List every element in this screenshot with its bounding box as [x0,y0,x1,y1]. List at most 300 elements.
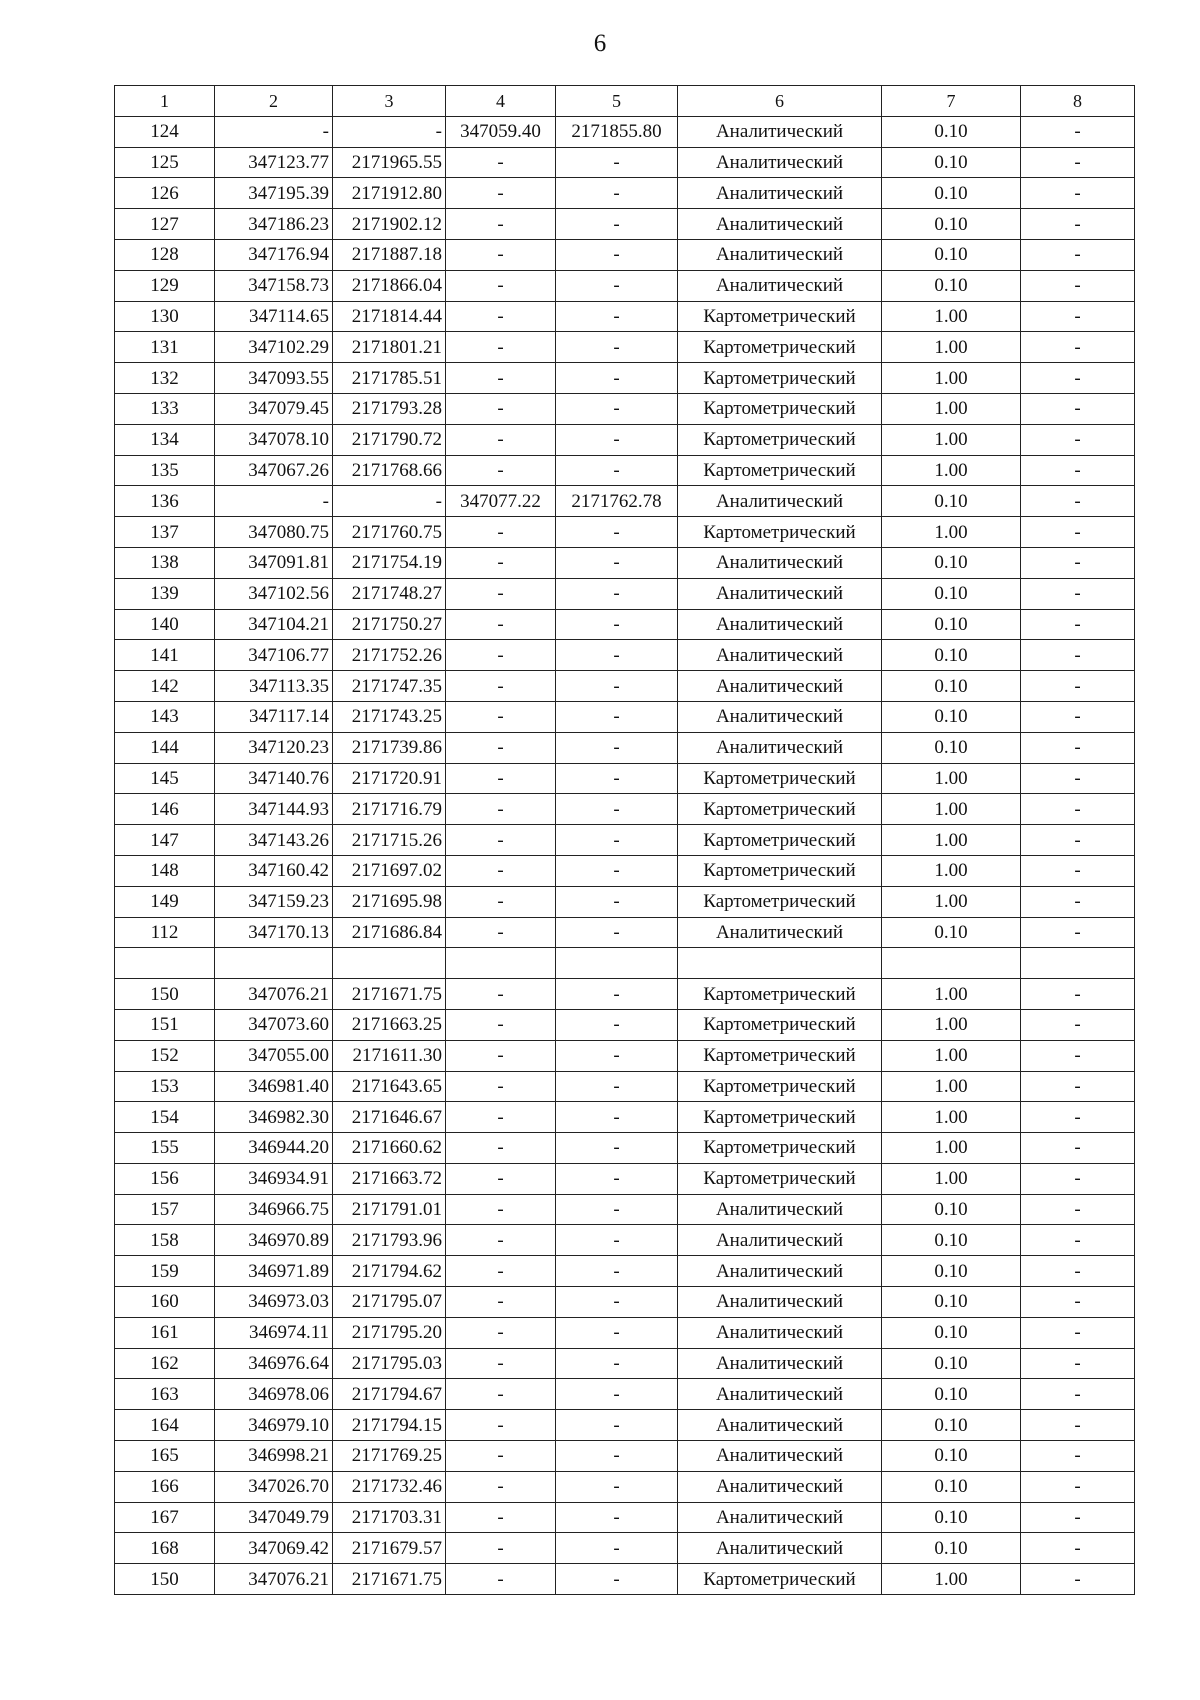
x-coordinate-cell: 347104.21 [215,609,333,640]
accuracy-cell: 0.10 [882,1225,1021,1256]
y-coordinate-cell: 2171785.51 [333,363,446,394]
y-alt-cell: - [556,1256,678,1287]
note-cell: - [1021,979,1135,1010]
x-coordinate-cell: 347026.70 [215,1471,333,1502]
table-row [115,393,1135,424]
header-cell: 2 [215,86,333,117]
table-row [115,270,1135,301]
header-cell: 7 [882,86,1021,117]
y-coordinate-cell: 2171790.72 [333,424,446,455]
y-coordinate-cell: - [333,486,446,517]
accuracy-cell: 0.10 [882,239,1021,270]
point-number-cell: 156 [115,1163,215,1194]
accuracy-cell: 1.00 [882,1009,1021,1040]
x-coordinate-cell: 347140.76 [215,763,333,794]
y-alt-cell: - [556,1133,678,1164]
table-row [115,1009,1135,1040]
x-coordinate-cell: 346966.75 [215,1194,333,1225]
accuracy-cell: 1.00 [882,424,1021,455]
note-cell: - [1021,332,1135,363]
point-number-cell: 147 [115,825,215,856]
table-row [115,301,1135,332]
x-alt-cell: - [446,1502,556,1533]
table-row [115,178,1135,209]
table-body [115,116,1135,1594]
x-coordinate-cell: - [215,116,333,147]
x-alt-cell: - [446,1317,556,1348]
y-alt-cell: - [556,363,678,394]
x-coordinate-cell: 347055.00 [215,1040,333,1071]
y-alt-cell: - [556,1009,678,1040]
note-cell: - [1021,701,1135,732]
y-coordinate-cell: 2171965.55 [333,147,446,178]
accuracy-cell: 1.00 [882,1163,1021,1194]
y-alt-cell: - [556,794,678,825]
x-alt-cell: - [446,701,556,732]
table-row [115,116,1135,147]
accuracy-cell: 0.10 [882,732,1021,763]
x-coordinate-cell: 347078.10 [215,424,333,455]
point-number-cell [115,948,215,979]
table-row [115,363,1135,394]
point-number-cell: 150 [115,1564,215,1595]
table-row [115,855,1135,886]
x-alt-cell: - [446,424,556,455]
x-coordinate-cell: 347186.23 [215,209,333,240]
table-row [115,1533,1135,1564]
x-alt-cell: - [446,1410,556,1441]
note-cell: - [1021,1441,1135,1472]
method-cell: Аналитический [678,547,882,578]
point-number-cell: 128 [115,239,215,270]
point-number-cell: 130 [115,301,215,332]
y-alt-cell: - [556,1379,678,1410]
x-alt-cell: - [446,363,556,394]
method-cell: Аналитический [678,239,882,270]
x-alt-cell: - [446,1225,556,1256]
note-cell: - [1021,363,1135,394]
accuracy-cell: 1.00 [882,363,1021,394]
point-number-cell: 155 [115,1133,215,1164]
y-alt-cell: - [556,1471,678,1502]
x-alt-cell: - [446,393,556,424]
y-coordinate-cell: 2171732.46 [333,1471,446,1502]
note-cell: - [1021,1256,1135,1287]
accuracy-cell: 1.00 [882,1071,1021,1102]
point-number-cell: 150 [115,979,215,1010]
x-alt-cell: - [446,1163,556,1194]
accuracy-cell: 1.00 [882,517,1021,548]
table-row [115,1410,1135,1441]
x-alt-cell: - [446,886,556,917]
point-number-cell: 143 [115,701,215,732]
header-cell: 3 [333,86,446,117]
y-coordinate-cell: 2171750.27 [333,609,446,640]
note-cell: - [1021,455,1135,486]
accuracy-cell: 0.10 [882,1317,1021,1348]
y-coordinate-cell: 2171695.98 [333,886,446,917]
y-alt-cell: - [556,979,678,1010]
accuracy-cell: 1.00 [882,855,1021,886]
note-cell: - [1021,1102,1135,1133]
y-alt-cell: - [556,825,678,856]
x-alt-cell: - [446,1564,556,1595]
method-cell: Аналитический [678,1256,882,1287]
x-coordinate-cell: 347160.42 [215,855,333,886]
x-coordinate-cell: 346982.30 [215,1102,333,1133]
note-cell: - [1021,393,1135,424]
method-cell: Картометрический [678,1133,882,1164]
note-cell: - [1021,270,1135,301]
x-coordinate-cell: 347170.13 [215,917,333,948]
point-number-cell: 149 [115,886,215,917]
y-coordinate-cell: 2171752.26 [333,640,446,671]
accuracy-cell: 0.10 [882,209,1021,240]
table-row [115,825,1135,856]
table-row [115,1287,1135,1318]
method-cell: Картометрический [678,393,882,424]
y-alt-cell: - [556,732,678,763]
note-cell: - [1021,424,1135,455]
point-number-cell: 163 [115,1379,215,1410]
accuracy-cell: 0.10 [882,116,1021,147]
accuracy-cell: 1.00 [882,393,1021,424]
x-coordinate-cell [215,948,333,979]
y-coordinate-cell: 2171660.62 [333,1133,446,1164]
accuracy-cell: 0.10 [882,609,1021,640]
x-alt-cell: - [446,301,556,332]
table-row [115,486,1135,517]
y-alt-cell: - [556,1225,678,1256]
y-alt-cell: - [556,547,678,578]
note-cell: - [1021,1564,1135,1595]
x-coordinate-cell: 347067.26 [215,455,333,486]
accuracy-cell: 0.10 [882,1348,1021,1379]
x-coordinate-cell: 347114.65 [215,301,333,332]
y-alt-cell: - [556,424,678,455]
note-cell: - [1021,763,1135,794]
table-row [115,1040,1135,1071]
note-cell: - [1021,1194,1135,1225]
x-alt-cell: - [446,209,556,240]
y-coordinate-cell: 2171793.96 [333,1225,446,1256]
method-cell: Аналитический [678,1348,882,1379]
y-coordinate-cell: 2171795.20 [333,1317,446,1348]
point-number-cell: 148 [115,855,215,886]
note-cell: - [1021,917,1135,948]
x-coordinate-cell: 347049.79 [215,1502,333,1533]
x-alt-cell: - [446,1040,556,1071]
x-alt-cell: - [446,1287,556,1318]
method-cell [678,948,882,979]
table-row [115,917,1135,948]
x-coordinate-cell: - [215,486,333,517]
note-cell: - [1021,116,1135,147]
y-alt-cell: - [556,763,678,794]
x-coordinate-cell: 346973.03 [215,1287,333,1318]
y-alt-cell: - [556,886,678,917]
x-coordinate-cell: 346976.64 [215,1348,333,1379]
x-alt-cell: - [446,794,556,825]
y-coordinate-cell: 2171679.57 [333,1533,446,1564]
y-coordinate-cell: 2171794.67 [333,1379,446,1410]
method-cell: Картометрический [678,763,882,794]
y-coordinate-cell: 2171801.21 [333,332,446,363]
table-row [115,332,1135,363]
accuracy-cell: 1.00 [882,1102,1021,1133]
accuracy-cell: 0.10 [882,270,1021,301]
point-number-cell: 153 [115,1071,215,1102]
y-alt-cell: - [556,301,678,332]
method-cell: Картометрический [678,1009,882,1040]
x-coordinate-cell: 347076.21 [215,1564,333,1595]
note-cell: - [1021,301,1135,332]
table-row [115,517,1135,548]
y-alt-cell: - [556,332,678,363]
point-number-cell: 127 [115,209,215,240]
table-row [115,547,1135,578]
method-cell: Картометрический [678,825,882,856]
point-number-cell: 138 [115,547,215,578]
header-cell: 1 [115,86,215,117]
y-alt-cell: - [556,1163,678,1194]
y-alt-cell: - [556,1040,678,1071]
x-coordinate-cell: 346998.21 [215,1441,333,1472]
y-alt-cell: - [556,517,678,548]
y-coordinate-cell: 2171747.35 [333,671,446,702]
note-cell: - [1021,1287,1135,1318]
point-number-cell: 112 [115,917,215,948]
note-cell: - [1021,671,1135,702]
table-row [115,732,1135,763]
x-coordinate-cell: 347123.77 [215,147,333,178]
y-alt-cell: - [556,1102,678,1133]
accuracy-cell: 0.10 [882,1194,1021,1225]
note-cell: - [1021,1133,1135,1164]
method-cell: Аналитический [678,1471,882,1502]
method-cell: Картометрический [678,1071,882,1102]
table-row [115,1564,1135,1595]
y-coordinate-cell: 2171743.25 [333,701,446,732]
y-alt-cell: - [556,147,678,178]
method-cell: Аналитический [678,701,882,732]
accuracy-cell: 1.00 [882,455,1021,486]
table-row [115,209,1135,240]
point-number-cell: 158 [115,1225,215,1256]
header-row [115,86,1135,117]
point-number-cell: 140 [115,609,215,640]
x-alt-cell: - [446,1009,556,1040]
y-coordinate-cell [333,948,446,979]
y-coordinate-cell: 2171703.31 [333,1502,446,1533]
y-coordinate-cell: 2171671.75 [333,979,446,1010]
table-row [115,979,1135,1010]
method-cell: Аналитический [678,609,882,640]
y-coordinate-cell: 2171748.27 [333,578,446,609]
table-row [115,455,1135,486]
y-coordinate-cell: 2171814.44 [333,301,446,332]
point-number-cell: 133 [115,393,215,424]
table-row [115,1379,1135,1410]
note-cell: - [1021,209,1135,240]
note-cell: - [1021,1348,1135,1379]
note-cell: - [1021,1317,1135,1348]
table-row [115,147,1135,178]
method-cell: Аналитический [678,1533,882,1564]
accuracy-cell: 1.00 [882,886,1021,917]
method-cell: Аналитический [678,486,882,517]
x-alt-cell: - [446,147,556,178]
x-alt-cell [446,948,556,979]
accuracy-cell: 1.00 [882,301,1021,332]
y-alt-cell: - [556,1317,678,1348]
x-coordinate-cell: 347159.23 [215,886,333,917]
note-cell: - [1021,1410,1135,1441]
x-alt-cell: - [446,732,556,763]
table-row [115,1133,1135,1164]
y-alt-cell: - [556,609,678,640]
table-row [115,948,1135,979]
note-cell: - [1021,825,1135,856]
x-alt-cell: - [446,1441,556,1472]
x-coordinate-cell: 347073.60 [215,1009,333,1040]
x-coordinate-cell: 347102.56 [215,578,333,609]
accuracy-cell: 1.00 [882,979,1021,1010]
y-coordinate-cell: 2171794.15 [333,1410,446,1441]
x-alt-cell: - [446,640,556,671]
table-row [115,1441,1135,1472]
accuracy-cell: 0.10 [882,547,1021,578]
table-row [115,1471,1135,1502]
y-coordinate-cell: 2171866.04 [333,270,446,301]
x-coordinate-cell: 346971.89 [215,1256,333,1287]
y-coordinate-cell: 2171902.12 [333,209,446,240]
table-row [115,609,1135,640]
y-coordinate-cell: 2171887.18 [333,239,446,270]
x-alt-cell: - [446,547,556,578]
x-alt-cell: - [446,1102,556,1133]
y-coordinate-cell: 2171686.84 [333,917,446,948]
table-row [115,701,1135,732]
x-alt-cell: - [446,1194,556,1225]
accuracy-cell: 0.10 [882,486,1021,517]
method-cell: Картометрический [678,1040,882,1071]
point-number-cell: 159 [115,1256,215,1287]
accuracy-cell: 0.10 [882,1533,1021,1564]
x-coordinate-cell: 346970.89 [215,1225,333,1256]
x-coordinate-cell: 347079.45 [215,393,333,424]
x-alt-cell: - [446,609,556,640]
x-coordinate-cell: 347120.23 [215,732,333,763]
method-cell: Картометрический [678,332,882,363]
method-cell: Аналитический [678,1410,882,1441]
point-number-cell: 162 [115,1348,215,1379]
method-cell: Аналитический [678,1287,882,1318]
method-cell: Аналитический [678,178,882,209]
table-row [115,886,1135,917]
coordinates-table [114,85,1135,1595]
note-cell: - [1021,147,1135,178]
method-cell: Аналитический [678,116,882,147]
y-coordinate-cell: 2171611.30 [333,1040,446,1071]
point-number-cell: 132 [115,363,215,394]
method-cell: Аналитический [678,640,882,671]
accuracy-cell: 0.10 [882,640,1021,671]
accuracy-cell: 0.10 [882,1471,1021,1502]
x-alt-cell: - [446,855,556,886]
y-alt-cell: - [556,701,678,732]
header-cell: 4 [446,86,556,117]
x-coordinate-cell: 347195.39 [215,178,333,209]
y-coordinate-cell: 2171671.75 [333,1564,446,1595]
y-alt-cell: - [556,1194,678,1225]
x-alt-cell: - [446,1133,556,1164]
x-alt-cell: - [446,1379,556,1410]
table-row [115,1225,1135,1256]
point-number-cell: 142 [115,671,215,702]
accuracy-cell: 1.00 [882,1040,1021,1071]
y-alt-cell: - [556,455,678,486]
y-alt-cell: - [556,1071,678,1102]
method-cell: Аналитический [678,1379,882,1410]
method-cell: Картометрический [678,363,882,394]
accuracy-cell: 0.10 [882,701,1021,732]
table-row [115,671,1135,702]
point-number-cell: 126 [115,178,215,209]
point-number-cell: 139 [115,578,215,609]
method-cell: Аналитический [678,671,882,702]
accuracy-cell: 0.10 [882,671,1021,702]
y-coordinate-cell: 2171768.66 [333,455,446,486]
y-coordinate-cell: 2171643.65 [333,1071,446,1102]
y-alt-cell: - [556,1502,678,1533]
y-alt-cell: - [556,1287,678,1318]
table-row [115,1163,1135,1194]
accuracy-cell: 1.00 [882,825,1021,856]
y-alt-cell: - [556,671,678,702]
table-row [115,1102,1135,1133]
accuracy-cell: 0.10 [882,1502,1021,1533]
y-coordinate-cell: 2171795.07 [333,1287,446,1318]
header-cell: 6 [678,86,882,117]
method-cell: Аналитический [678,1317,882,1348]
y-alt-cell: - [556,1533,678,1564]
y-coordinate-cell: 2171795.03 [333,1348,446,1379]
x-alt-cell: - [446,917,556,948]
accuracy-cell: 0.10 [882,1256,1021,1287]
y-coordinate-cell: 2171791.01 [333,1194,446,1225]
note-cell: - [1021,1533,1135,1564]
x-alt-cell: - [446,1533,556,1564]
y-alt-cell: - [556,1410,678,1441]
table-row [115,1256,1135,1287]
y-coordinate-cell: 2171754.19 [333,547,446,578]
table-row [115,1194,1135,1225]
point-number-cell: 146 [115,794,215,825]
point-number-cell: 168 [115,1533,215,1564]
point-number-cell: 136 [115,486,215,517]
point-number-cell: 137 [115,517,215,548]
note-cell: - [1021,578,1135,609]
y-alt-cell: - [556,1441,678,1472]
accuracy-cell: 0.10 [882,1410,1021,1441]
point-number-cell: 154 [115,1102,215,1133]
note-cell: - [1021,886,1135,917]
note-cell: - [1021,1040,1135,1071]
y-alt-cell: 2171855.80 [556,116,678,147]
note-cell: - [1021,732,1135,763]
x-alt-cell: 347059.40 [446,116,556,147]
